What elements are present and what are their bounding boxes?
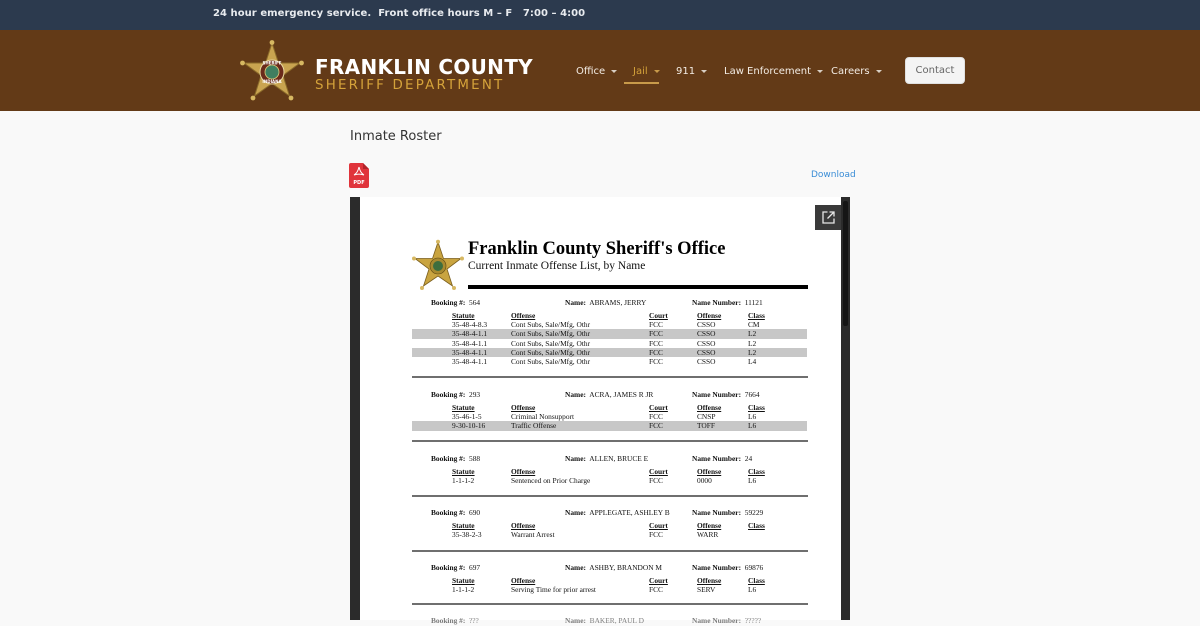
brand-title: FRANKLIN COUNTY xyxy=(315,55,533,79)
record-header: Booking #: 588 Name: ALLEN, BRUCE E Name Number: 24 xyxy=(431,454,753,463)
offense-column-headers: Statute Offense Court Offense Class xyxy=(452,576,765,585)
offense-row: 35-46-1-5 Criminal Nonsupport FCC CNSP L6 xyxy=(452,412,757,421)
nav-item-office[interactable] xyxy=(576,63,617,79)
office-hours-text: 24 hour emergency service. Front office hours M – F 7:00 – 4:00 xyxy=(213,8,586,19)
offense-column-headers: Statute Offense Court Offense Class xyxy=(452,521,765,530)
offense-row: 35-48-4-8.3 Cont Subs, Sale/Mfg, Othr FCC CSSO CM xyxy=(452,320,760,329)
booking-number: 564 xyxy=(469,298,481,307)
chevron-down-icon xyxy=(701,70,707,73)
inmate-name: ALLEN, BRUCE E xyxy=(589,454,649,463)
record-header: Booking #: 293 Name: ACRA, JAMES R JR Name Number: 7664 xyxy=(431,390,760,399)
name-number: ????? xyxy=(744,616,762,625)
record-divider xyxy=(412,550,808,552)
offense-column-headers: Statute Offense Court Offense Class xyxy=(452,467,765,476)
record-header: Booking #: 697 Name: ASHBY, BRANDON M Name Number: 69876 xyxy=(431,563,764,572)
offense-row: 9-30-10-16 Traffic Offense FCC TOFF L6 xyxy=(412,421,807,430)
record-divider xyxy=(412,603,808,605)
page-title: Inmate Roster xyxy=(350,129,442,144)
offense-row: 35-48-4-1.1 Cont Subs, Sale/Mfg, Othr FCC CSSO L4 xyxy=(452,357,757,367)
svg-text:SHERIFF: SHERIFF xyxy=(262,60,282,66)
chevron-down-icon xyxy=(876,70,882,73)
inmate-name: APPLEGATE, ASHLEY B xyxy=(589,508,670,517)
offense-row: 1-1-1-2 Serving Time for prior arrest FCC SERV L6 xyxy=(452,585,757,594)
svg-text:INDIANA: INDIANA xyxy=(262,79,282,84)
booking-number: 293 xyxy=(469,390,481,399)
top-info-bar xyxy=(0,0,1200,30)
nav-label: 911 xyxy=(676,65,696,77)
pdf-scrollbar[interactable] xyxy=(841,197,850,620)
booking-number: 697 xyxy=(469,563,481,572)
nav-item-911[interactable] xyxy=(676,63,707,79)
record-header: Booking #: 564 Name: ABRAMS, JERRY Name Number: 11121 xyxy=(431,298,763,307)
inmate-name: ASHBY, BRANDON M xyxy=(589,563,662,572)
record-header: Booking #: ??? Name: BAKER, PAUL D Name Number: ????? xyxy=(431,616,762,625)
pdf-file-icon[interactable] xyxy=(349,163,369,188)
nav-label: Law Enforcement xyxy=(724,65,812,77)
sheriff-star-icon xyxy=(238,40,306,104)
chevron-down-icon xyxy=(611,70,617,73)
pdf-page xyxy=(360,197,841,625)
name-number: 69876 xyxy=(744,563,764,572)
inmate-name: BAKER, PAUL D xyxy=(589,616,644,625)
contact-button[interactable]: Contact xyxy=(905,57,965,84)
offense-row: 1-1-1-2 Sentenced on Prior Charge FCC 0000 L6 xyxy=(452,476,757,485)
nav-label: Office xyxy=(576,65,606,77)
document-subtitle: Current Inmate Offense List, by Name xyxy=(468,260,646,272)
record-divider xyxy=(412,495,808,497)
record-divider xyxy=(412,440,808,442)
pdf-viewer[interactable] xyxy=(350,197,850,625)
sheriff-star-logo[interactable] xyxy=(238,40,306,104)
svg-text:PDF: PDF xyxy=(353,180,365,186)
booking-number: 588 xyxy=(469,454,481,463)
chevron-down-icon xyxy=(654,70,660,73)
offense-row: 35-48-4-1.1 Cont Subs, Sale/Mfg, Othr FCC CSSO L2 xyxy=(412,329,807,338)
nav-label: Jail xyxy=(633,65,648,77)
offense-column-headers: Statute Offense Court Offense Class xyxy=(452,311,765,320)
record-divider xyxy=(412,376,808,378)
nav-label: Careers xyxy=(831,65,870,77)
document-title: Franklin County Sheriff's Office xyxy=(468,239,726,259)
name-number: 11121 xyxy=(744,298,763,307)
offense-row: 35-48-4-1.1 Cont Subs, Sale/Mfg, Othr FCC CSSO L2 xyxy=(452,338,757,348)
brand-subtitle: SHERIFF DEPARTMENT xyxy=(315,78,505,93)
nav-item-careers[interactable] xyxy=(831,63,882,79)
inmate-name: ABRAMS, JERRY xyxy=(589,298,647,307)
booking-number: 690 xyxy=(469,508,481,517)
nav-item-jail[interactable] xyxy=(633,63,660,79)
title-divider xyxy=(468,285,808,289)
popout-button[interactable] xyxy=(815,205,841,230)
active-nav-indicator xyxy=(624,82,659,84)
name-number: 24 xyxy=(744,454,753,463)
record-header: Booking #: 690 Name: APPLEGATE, ASHLEY B Name Number: 59229 xyxy=(431,508,764,517)
nav-item-law-enforcement[interactable] xyxy=(724,63,823,79)
name-number: 7664 xyxy=(744,390,760,399)
brand-wordmark[interactable] xyxy=(315,56,533,94)
scrollbar-thumb[interactable] xyxy=(843,201,848,326)
offense-row: 35-38-2-3 Warrant Arrest FCC WARR xyxy=(452,530,719,539)
offense-row: 35-48-4-1.1 Cont Subs, Sale/Mfg, Othr FCC CSSO L2 xyxy=(412,348,807,357)
chevron-down-icon xyxy=(817,70,823,73)
download-link[interactable]: Download xyxy=(811,170,856,180)
booking-number: ??? xyxy=(469,616,479,625)
sheriff-star-seal-icon xyxy=(411,239,465,293)
name-number: 59229 xyxy=(744,508,764,517)
inmate-name: ACRA, JAMES R JR xyxy=(589,390,654,399)
open-in-new-window-icon xyxy=(822,211,835,224)
offense-column-headers: Statute Offense Court Offense Class xyxy=(452,403,765,412)
